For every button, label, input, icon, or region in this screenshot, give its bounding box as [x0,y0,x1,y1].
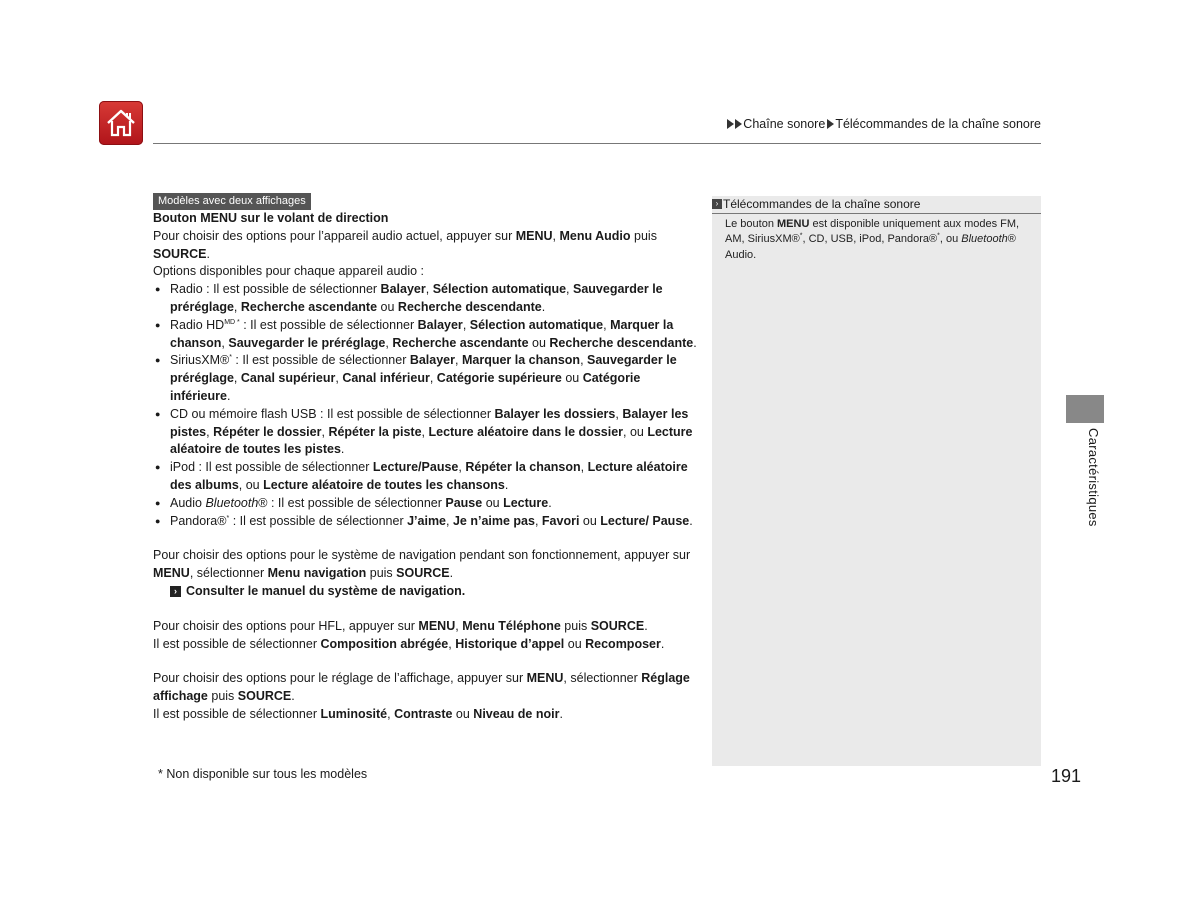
options-list [153,281,698,530]
chapter-tab-label: Caractéristiques [1086,428,1101,527]
list-item-cd-usb: ● CD ou mémoire flash USB : Il est possible de sélectionner Balayer les dossiers, Balayer les pistes, Répéter le dossier, Répéter la piste, Lecture aléatoire dans le dossier, ou Lecture aléatoire de toutes les pistes. [153,406,698,459]
triangle-icon [727,119,734,129]
breadcrumb-item[interactable]: Chaîne sonore [743,117,826,131]
side-note-heading: › Télécommandes de la chaîne sonore [712,196,1041,214]
chapter-tab[interactable] [1066,395,1104,423]
note-arrow-icon: › [712,199,722,209]
list-item-radio: ● Radio : Il est possible de sélectionner Balayer, Sélection automatique, Sauvegarder le préréglage, Recherche ascendante ou Recherche descendante. [153,281,698,317]
options-title: Options disponibles pour chaque appareil audio : [153,264,425,279]
header-rule [153,143,1041,144]
triangle-icon [827,119,834,129]
model-tag: Modèles avec deux affichages [153,193,311,210]
list-item-bluetooth: ● Audio Bluetooth® : Il est possible de sélectionner Pause ou Lecture. [153,495,698,513]
hfl-paragraph: Pour choisir des options pour HFL, appuyer sur MENU, Menu Téléphone puis SOURCE. Il est possible de sélectionner Composition abrégée, Historique d’appel ou Recomposer. [153,618,665,651]
navigation-paragraph: Pour choisir des options pour le système de navigation pendant son fonctionnement, appuyer sur MENU, sélectionner Menu navigation puis SOURCE. [153,548,691,581]
breadcrumb-item[interactable]: Télécommandes de la chaîne sonore [835,117,1041,131]
breadcrumb [727,117,1041,131]
intro-paragraph: Pour choisir des options pour l’appareil audio actuel, appuyer sur MENU, Menu Audio puis SOURCE. [153,228,657,261]
section-heading: Bouton MENU sur le volant de direction [153,211,389,225]
list-item-pandora: ● Pandora®* : Il est possible de sélectionner J’aime, Je n’aime pas, Favori ou Lecture/ Pause. [153,513,698,531]
list-item-siriusxm: ● SiriusXM®* : Il est possible de sélectionner Balayer, Marquer la chanson, Sauvegarder le préréglage, Canal supérieur, Canal inférieur, Catégorie supérieure ou Catégorie inférieure. [153,352,698,405]
display-paragraph: Pour choisir des options pour le réglage de l’affichage, appuyer sur MENU, sélectionner Réglage affichage puis SOURCE. Il est possible de sélectionner Luminosité, Contraste ou Niveau de noir. [153,671,690,721]
list-item-ipod: ● iPod : Il est possible de sélectionner Lecture/Pause, Répéter la chanson, Lecture aléatoire des albums, ou Lecture aléatoire de toutes les chansons. [153,459,698,495]
list-item-radio-hd: ● Radio $HD^{MD *}$ : Il est possible de sélectionner Balayer, Sélection automatique, Marquer la chanson, Sauvegarder le préréglage, Recherche ascendante ou Recherche descendante. [153,317,698,353]
main-content [153,210,698,724]
triangle-icon [735,119,742,129]
page-number: 191 [1051,766,1082,786]
home-button[interactable] [99,101,143,145]
navigation-reference-link[interactable]: › Consulter le manuel du système de navigation. [153,583,698,601]
side-note-body: Le bouton MENU est disponible uniquement aux modes FM, AM, SiriusXM®*, CD, USB, iPod, Pandora®*, ou Bluetooth® Audio. [725,218,1020,261]
side-note-panel [712,196,1041,766]
reference-arrow-icon: › [170,586,181,597]
home-icon [105,108,137,138]
footnote: * Non disponible sur tous les modèles [158,767,368,781]
